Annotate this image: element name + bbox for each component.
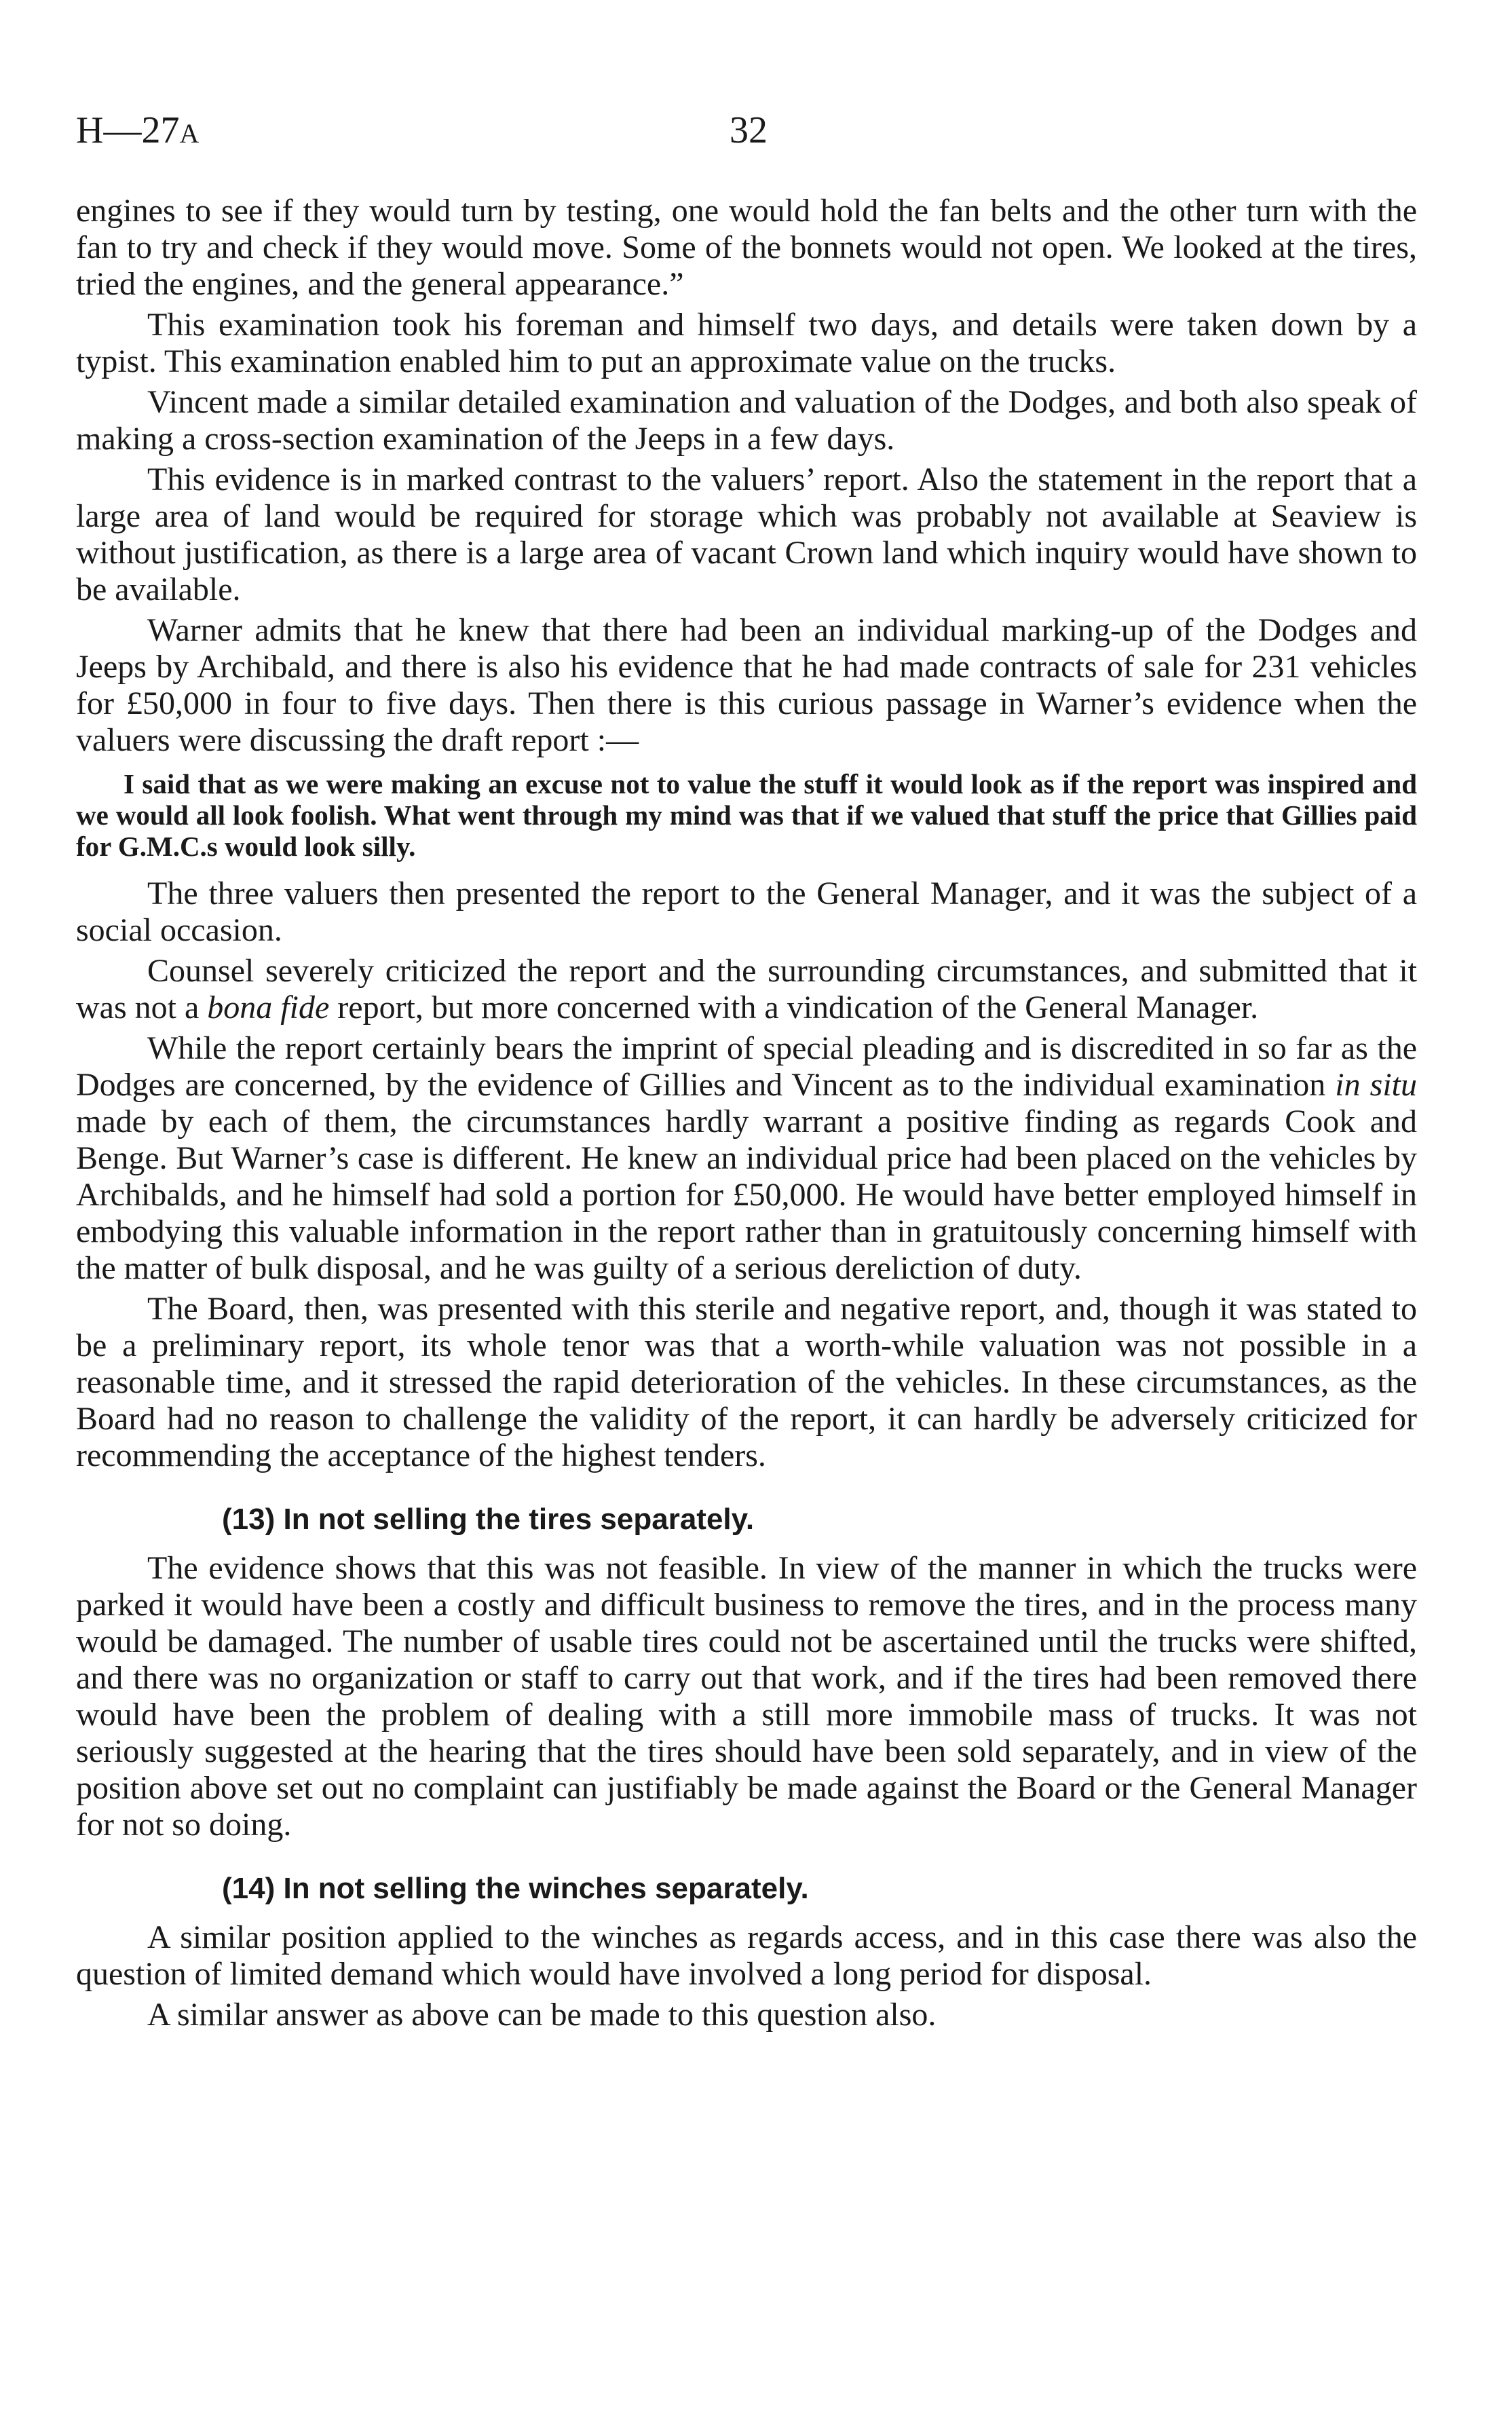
- paragraph: [76, 1030, 1417, 1287]
- section-heading-14: (14) In not selling the winches separately.: [222, 1872, 809, 1905]
- italic-term: bona fide: [207, 990, 330, 1025]
- paragraph: The Board, then, was presented with this sterile and negative report, and, though it was stated to be a preliminary report, its whole tenor was that a worth-while valuation was not possible in a reasonable time, and it stressed the rapid deterioration of the vehicles. In these circumstances, as the Board had no reason to challenge the validity of the report, it can hardly be adversely criticized for recommending the acceptance of the highest tenders.: [76, 1291, 1417, 1473]
- text-run: made by each of them, the circumstances hardly warrant a positive finding as regards Cook and Benge. But Warner’s case is different. He knew an individual price had been placed on the vehicles by Archibalds, and he himself had sold a portion for £50,000. He would have better employed himself in embodying this valuable information in the report rather than in gratuitously concerning himself with the matter of bulk disposal, and he was guilty of a serious dereliction of duty.: [76, 1104, 1417, 1286]
- paragraph: The evidence shows that this was not feasible. In view of the manner in which the trucks were parked it would have been a costly and difficult business to remove the tires, and in the process many would be damaged. The number of usable tires could not be ascertained until the trucks were shifted, and there was no organization or staff to carry out that work, and if the tires had been removed there would have been the problem of dealing with a still more immobile mass of trucks. It was not seriously suggested at the hearing that the tires should have been sold separately, and in view of the position above set out no complaint can justifiably be made against the Board or the General Manager for not so doing.: [76, 1550, 1417, 1843]
- reference-code: H—27: [76, 109, 180, 151]
- reference-suffix: A: [179, 118, 200, 149]
- document-body: [76, 193, 1417, 2037]
- paragraph: This evidence is in marked contrast to the valuers’ report. Also the statement in the report that a large area of land would be required for storage which was probably not available at Seaview is without justification, as there is a large area of vacant Crown land which inquiry would have shown to be available.: [76, 462, 1417, 607]
- paragraph: Warner admits that he knew that there had been an individual marking-up of the Dodges and Jeeps by Archibald, and there is also his evidence that he had made contracts of sale for 231 vehicles for £50,000 in four to five days. Then there is this curious passage in Warner’s evidence when the valuers were discussing the draft report :—: [76, 612, 1417, 758]
- paragraph: engines to see if they would turn by testing, one would hold the fan belts and the other turn with the fan to try and check if they would move. Some of the bonnets would not open. We looked at the tires, tried the engines, and the general appearance.”: [76, 193, 1417, 302]
- paragraph: A similar answer as above can be made to this question also.: [147, 1997, 937, 2033]
- paragraph: This examination took his foreman and himself two days, and details were taken down by a typist. This examination enabled him to put an approximate value on the trucks.: [76, 307, 1417, 379]
- paragraph: The three valuers then presented the report to the General Manager, and it was the subject of a social occasion.: [76, 875, 1417, 948]
- paragraph: [76, 953, 1417, 1026]
- paragraph: Vincent made a similar detailed examination and valuation of the Dodges, and both also speak of making a cross-section examination of the Jeeps in a few days.: [76, 384, 1417, 457]
- text-run: Counsel severely criticized the report and the surrounding circumstances, and submitted that it was not a: [76, 953, 1417, 1025]
- page-number: 32: [730, 109, 768, 151]
- document-reference: [76, 109, 199, 152]
- section-heading-13: (13) In not selling the tires separately.: [222, 1503, 755, 1536]
- italic-term: in situ: [1335, 1067, 1418, 1103]
- text-run: While the report certainly bears the imprint of special pleading and is discredited in so far as the Dodges are concerned, by the evidence of Gillies and Vincent as to the individual examination: [76, 1030, 1417, 1103]
- text-run: report, but more concerned with a vindication of the General Manager.: [329, 990, 1259, 1025]
- paragraph: A similar position applied to the winches as regards access, and in this case there was also the question of limited demand which would have involved a long period for disposal.: [76, 1919, 1417, 1992]
- block-quote: I said that as we were making an excuse not to value the stuff it would look as if the report was inspired and we would all look foolish. What went through my mind was that if we valued that stuff the price that Gillies paid for G.M.C.s would look silly.: [76, 768, 1417, 862]
